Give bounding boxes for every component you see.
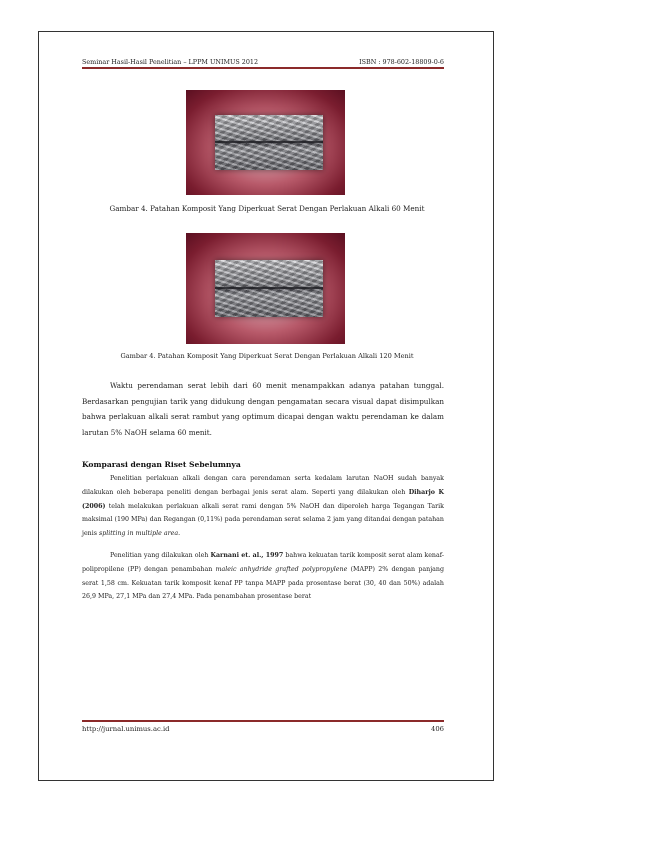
header-title: Seminar Hasil-Hasil Penelitian – LPPM UNIMUS 2012 [82,58,259,66]
figure-photo-60-minutes [186,90,345,195]
footer-url[interactable]: http://jurnal.unimus.ac.id [82,725,170,733]
figure-caption: Gambar 4. Patahan Komposit Yang Diperkuat Serat Dengan Perlakuan Alkali 60 Menit [109,204,425,213]
paragraph-text: Penelitian yang dilakukan oleh [110,552,211,559]
paragraph-text: bahwa kekuatan tarik komposit serat alam kenaf-polipropilene (PP) dengan penambahan [82,552,444,573]
running-header [82,58,444,66]
figure-photo-120-minutes [186,233,345,344]
footer-rule [82,720,444,722]
body-paragraph [82,549,444,604]
paragraph-text: Penelitian perlakuan alkali dengan cara perendaman serta kedalam larutan NaOH sudah banyak dilakukan oleh beberapa peneliti dengan berbagai jenis serat alam. Seperti yang dilakukan oleh [82,475,444,496]
section-heading: Komparasi dengan Riset Sebelumnya [82,460,241,469]
figure-caption: Gambar 4. Patahan Komposit Yang Diperkuat Serat Dengan Perlakuan Alkali 120 Menit [120,352,414,360]
citation: Karnani et. al., 1997 [210,552,284,559]
paragraph-text: telah melakukan perlakuan alkali serat rami dengan 5% NaOH dan diperoleh harga Tegangan Tarik maksimal (190 MPa) dan Regangan (0,11%) pada perendaman serat selama 2 jam yang ditandai dengan patahan jenis [82,502,444,538]
header-isbn: ISBN : 978-602-18809-0-6 [359,58,444,66]
fracture-line [215,141,323,143]
paragraph-text: . [178,530,181,538]
italic-term: splitting in multiple area [98,530,179,538]
italic-term: maleic anhydride grafted polypropylene [215,565,348,573]
header-rule [82,67,444,69]
body-paragraph: Waktu perendaman serat lebih dari 60 menit menampakkan adanya patahan tunggal. Berdasarkan pengujian tarik yang didukung dengan pengamatan secara visual dapat disimpulkan bahwa perlakuan alkali serat rambut yang optimum dicapai dengan waktu perendaman ke dalam larutan 5% NaOH selama 60 menit. [82,381,444,437]
body-paragraph [82,472,444,541]
fracture-line [215,287,323,289]
citation: Diharjo K (2006) [82,488,444,510]
page-number: 406 [431,725,444,733]
paragraph-text: (MAPP) 2% dengan panjang serat 1,58 cm. Kekuatan tarik komposit kenaf PP tanpa MAPP pada prosentase berat (30, 40 dan 50%) adalah 26,9 MPa, 27,1 MPa dan 27,4 MPa. Pada penambahan prosentase berat [82,565,445,601]
running-footer [82,725,444,733]
